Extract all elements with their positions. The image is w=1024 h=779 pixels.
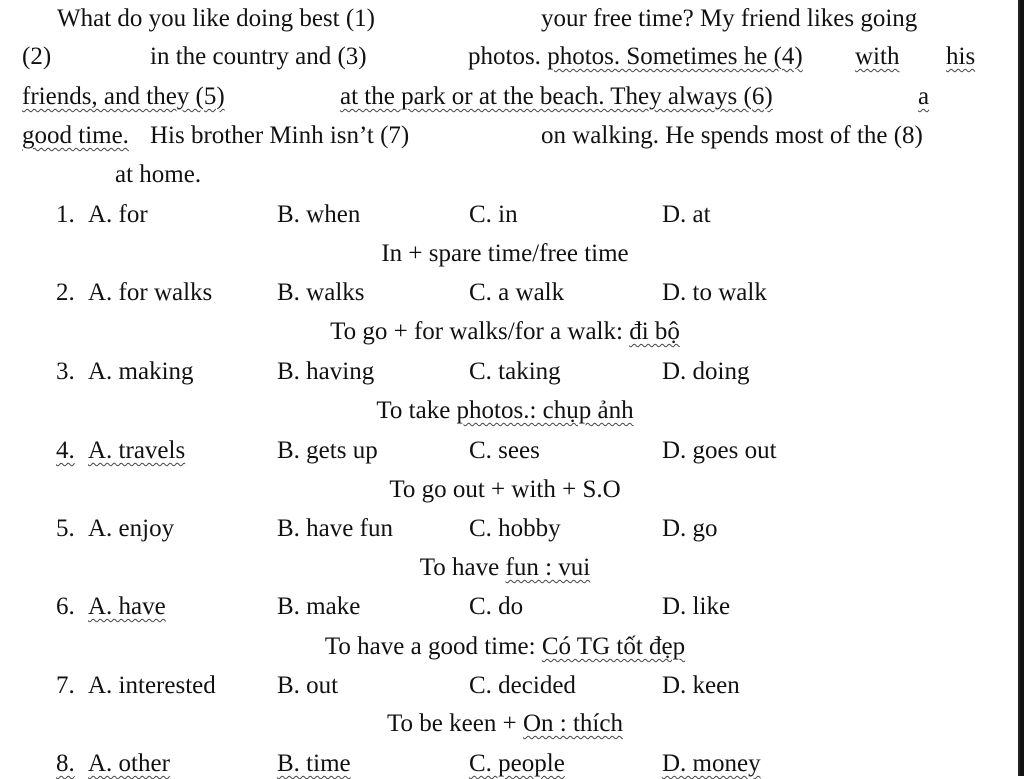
passage-line-2a: (2) bbox=[22, 43, 52, 70]
question-2-option-b: B. walks bbox=[277, 279, 365, 306]
question-7-option-d: D. keen bbox=[662, 672, 740, 699]
question-5-note bbox=[0, 553, 1010, 583]
question-6-number: 6. bbox=[56, 593, 75, 620]
question-1-number: 1. bbox=[56, 201, 75, 228]
passage-line-2d: with bbox=[855, 43, 900, 70]
question-2-option-c: C. a walk bbox=[469, 279, 565, 306]
question-4-note: To go out + with + S.O bbox=[389, 476, 621, 503]
passage-line-3c: a bbox=[918, 83, 930, 110]
question-4-number: 4. bbox=[56, 437, 75, 464]
passage-line-1b: your free time? My friend likes going bbox=[541, 5, 918, 32]
question-4-option-c: C. sees bbox=[469, 437, 540, 464]
question-2-note bbox=[0, 317, 1010, 347]
question-6-note-plain: To have a good time: bbox=[324, 633, 536, 660]
question-3-note bbox=[0, 396, 1010, 426]
question-1-option-b: B. when bbox=[277, 201, 361, 228]
question-2-note-viet: đi bộ bbox=[629, 318, 680, 345]
question-5-note-plain: To have bbox=[419, 554, 500, 581]
question-6-option-a: A. have bbox=[88, 593, 166, 620]
question-8-option-a: A. other bbox=[88, 750, 170, 777]
question-7-number: 7. bbox=[56, 672, 75, 699]
question-7-note-plain: To be keen + bbox=[387, 710, 517, 737]
question-3-option-d: D. doing bbox=[662, 358, 750, 385]
question-5-number: 5. bbox=[56, 515, 75, 542]
question-8-option-c: C. people bbox=[469, 750, 565, 777]
question-5-option-a: A. enjoy bbox=[88, 515, 175, 542]
passage-line-3b: at the park or at the beach. They always (6) bbox=[340, 83, 773, 110]
question-4-option-d: D. goes out bbox=[662, 437, 777, 464]
question-7-note bbox=[0, 709, 1010, 739]
question-2-number: 2. bbox=[56, 279, 75, 306]
passage-line-1a: What do you like doing best (1) bbox=[57, 5, 375, 32]
right-edge-border bbox=[1020, 0, 1024, 776]
question-4-option-b: B. gets up bbox=[277, 437, 378, 464]
passage-line-2c-text: photos. Sometimes he (4) bbox=[547, 43, 803, 70]
question-7-option-b: B. out bbox=[277, 672, 339, 699]
question-5-option-c: C. hobby bbox=[469, 515, 561, 542]
question-6-option-b: B. make bbox=[277, 593, 361, 620]
question-7-option-a: A. interested bbox=[88, 672, 216, 699]
question-1-note: In + spare time/free time bbox=[381, 240, 629, 267]
question-7-option-c: C. decided bbox=[469, 672, 576, 699]
question-8-option-b: B. time bbox=[277, 750, 351, 777]
question-1-option-d: D. at bbox=[662, 201, 711, 228]
question-2-option-a: A. for walks bbox=[88, 279, 213, 306]
question-3-number: 3. bbox=[56, 358, 75, 385]
passage-line-4a: good time. bbox=[22, 122, 129, 149]
question-6-option-c: C. do bbox=[469, 593, 524, 620]
passage-line-4c: on walking. He spends most of the (8) bbox=[541, 122, 923, 149]
question-6-option-d: D. like bbox=[662, 593, 731, 620]
question-1-option-a: A. for bbox=[88, 201, 148, 228]
question-3-option-b: B. having bbox=[277, 358, 375, 385]
passage-line-2e: his bbox=[946, 43, 976, 70]
passage-line-2b: in the country and (3) bbox=[150, 43, 367, 70]
passage-line-5: at home. bbox=[115, 161, 202, 188]
question-3-note-viet: photos.: chụp ảnh bbox=[456, 397, 634, 424]
passage-line-2c: photos. photos. Sometimes he (4) bbox=[468, 43, 803, 70]
question-1-option-c: C. in bbox=[469, 201, 518, 228]
question-6-note bbox=[0, 632, 1010, 662]
question-3-option-a: A. making bbox=[88, 358, 194, 385]
question-2-option-d: D. to walk bbox=[662, 279, 767, 306]
question-5-option-b: B. have fun bbox=[277, 515, 393, 542]
question-2-note-plain: To go + for walks/for a walk: bbox=[330, 318, 623, 345]
question-3-note-plain: To take bbox=[376, 397, 451, 424]
question-7-note-viet: On : thích bbox=[522, 710, 623, 737]
question-5-note-viet: fun : vui bbox=[505, 554, 591, 581]
question-5-option-d: D. go bbox=[662, 515, 718, 542]
question-3-option-c: C. taking bbox=[469, 358, 561, 385]
passage-line-4b: His brother Minh isn’t (7) bbox=[150, 122, 410, 149]
question-8-option-d: D. money bbox=[662, 750, 761, 777]
question-8-number: 8. bbox=[56, 750, 75, 777]
question-4-option-a: A. travels bbox=[88, 437, 186, 464]
passage-line-3a: friends, and they (5) bbox=[22, 83, 225, 110]
question-6-note-viet: Có TG tốt đẹp bbox=[541, 633, 686, 660]
